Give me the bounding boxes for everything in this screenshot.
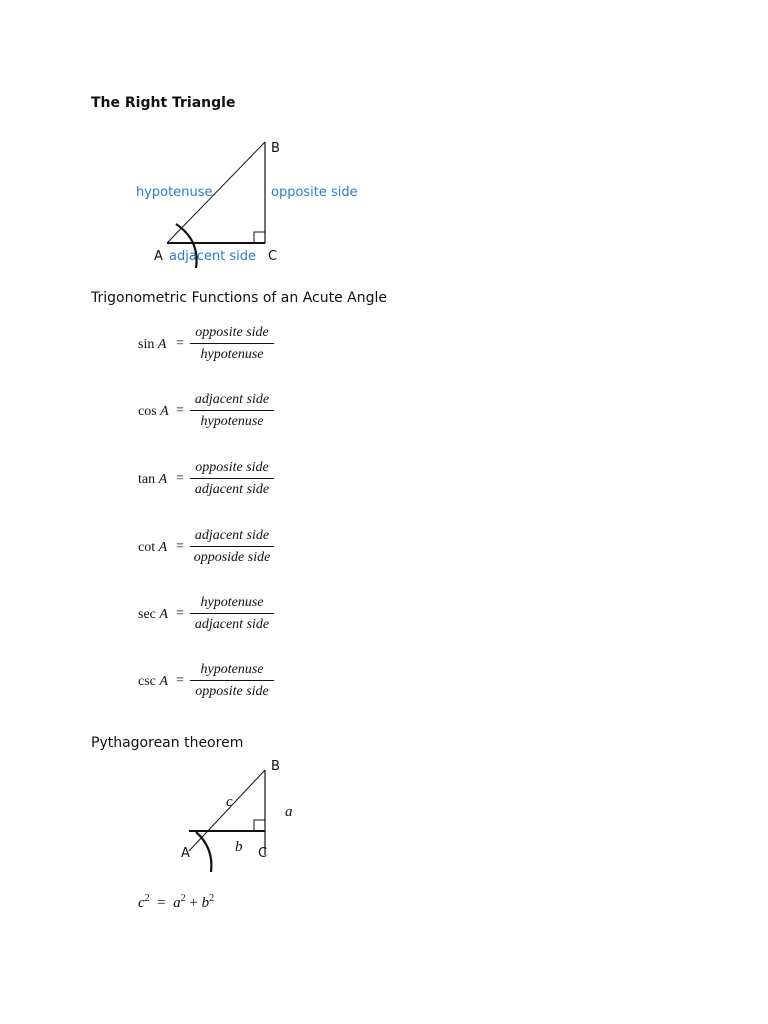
vertex-b-label: B	[271, 141, 280, 156]
plus-sign: +	[189, 895, 198, 911]
right-angle-marker-2	[254, 820, 265, 831]
fraction-bar	[190, 546, 274, 547]
fraction-bar	[190, 478, 274, 479]
right-angle-marker	[254, 232, 265, 243]
equals-sign: =	[157, 895, 166, 911]
vertex-c-label-2: C	[258, 846, 268, 861]
equals-sign: =	[176, 673, 184, 688]
function-name: sec A	[138, 607, 168, 622]
fraction-bar	[190, 613, 274, 614]
function-name: cos A	[138, 404, 169, 419]
vertex-c-label: C	[268, 249, 278, 264]
exponent: 2	[209, 893, 215, 904]
fraction	[190, 594, 274, 633]
pythagorean-equation	[138, 893, 214, 912]
fraction-bar	[190, 343, 274, 344]
adjacent-side-label: adjacent side	[169, 249, 257, 264]
term-b: b	[201, 895, 210, 911]
function-name: cot A	[138, 540, 168, 555]
term-c: c	[138, 895, 145, 911]
vertex-b-label-2: B	[271, 759, 280, 774]
exponent: 2	[144, 893, 150, 904]
exponent: 2	[180, 893, 186, 904]
opposite-side-label: opposite side	[271, 185, 358, 200]
denominator: adjacent side	[194, 617, 270, 632]
function-name: csc A	[138, 674, 168, 689]
equals-sign: =	[176, 336, 184, 351]
side-c-line	[189, 770, 265, 851]
numerator: adjacent side	[194, 528, 270, 543]
angle-arc-2	[196, 832, 211, 872]
right-triangle-diagram	[136, 141, 358, 268]
vertex-a-label: A	[154, 249, 163, 264]
denominator: opposite side	[195, 684, 269, 699]
fraction	[190, 527, 274, 566]
fraction-bar	[190, 410, 274, 411]
term-a: a	[173, 895, 181, 911]
denominator: hypotenuse	[200, 347, 264, 362]
equals-sign: =	[176, 606, 184, 621]
numerator: adjacent side	[194, 392, 270, 407]
pythagorean-triangle-diagram	[181, 759, 293, 872]
side-b-label: b	[235, 839, 243, 855]
numerator: opposite side	[195, 460, 269, 475]
equals-sign: =	[176, 539, 184, 554]
hypotenuse-label: hypotenuse	[136, 185, 213, 200]
fraction	[190, 391, 274, 430]
equals-sign: =	[176, 403, 184, 418]
equals-sign: =	[176, 471, 184, 486]
heading-right-triangle: The Right Triangle	[91, 95, 236, 111]
vertex-a-label-2: A	[181, 846, 190, 861]
fraction	[190, 661, 274, 700]
fraction	[190, 324, 274, 363]
heading-trig-functions: Trigonometric Functions of an Acute Angle	[91, 290, 387, 306]
numerator: opposite side	[195, 325, 269, 340]
denominator: adjacent side	[194, 482, 270, 497]
denominator: opposide side	[193, 550, 271, 565]
side-c-label: c	[226, 794, 233, 810]
numerator: hypotenuse	[200, 662, 264, 677]
fraction	[190, 459, 274, 498]
denominator: hypotenuse	[200, 414, 264, 429]
side-a-label: a	[285, 804, 293, 820]
numerator: hypotenuse	[200, 595, 264, 610]
heading-pythagorean: Pythagorean theorem	[91, 735, 244, 751]
fraction-bar	[190, 680, 274, 681]
function-name: tan A	[138, 472, 168, 487]
function-name: sin A	[138, 337, 167, 352]
